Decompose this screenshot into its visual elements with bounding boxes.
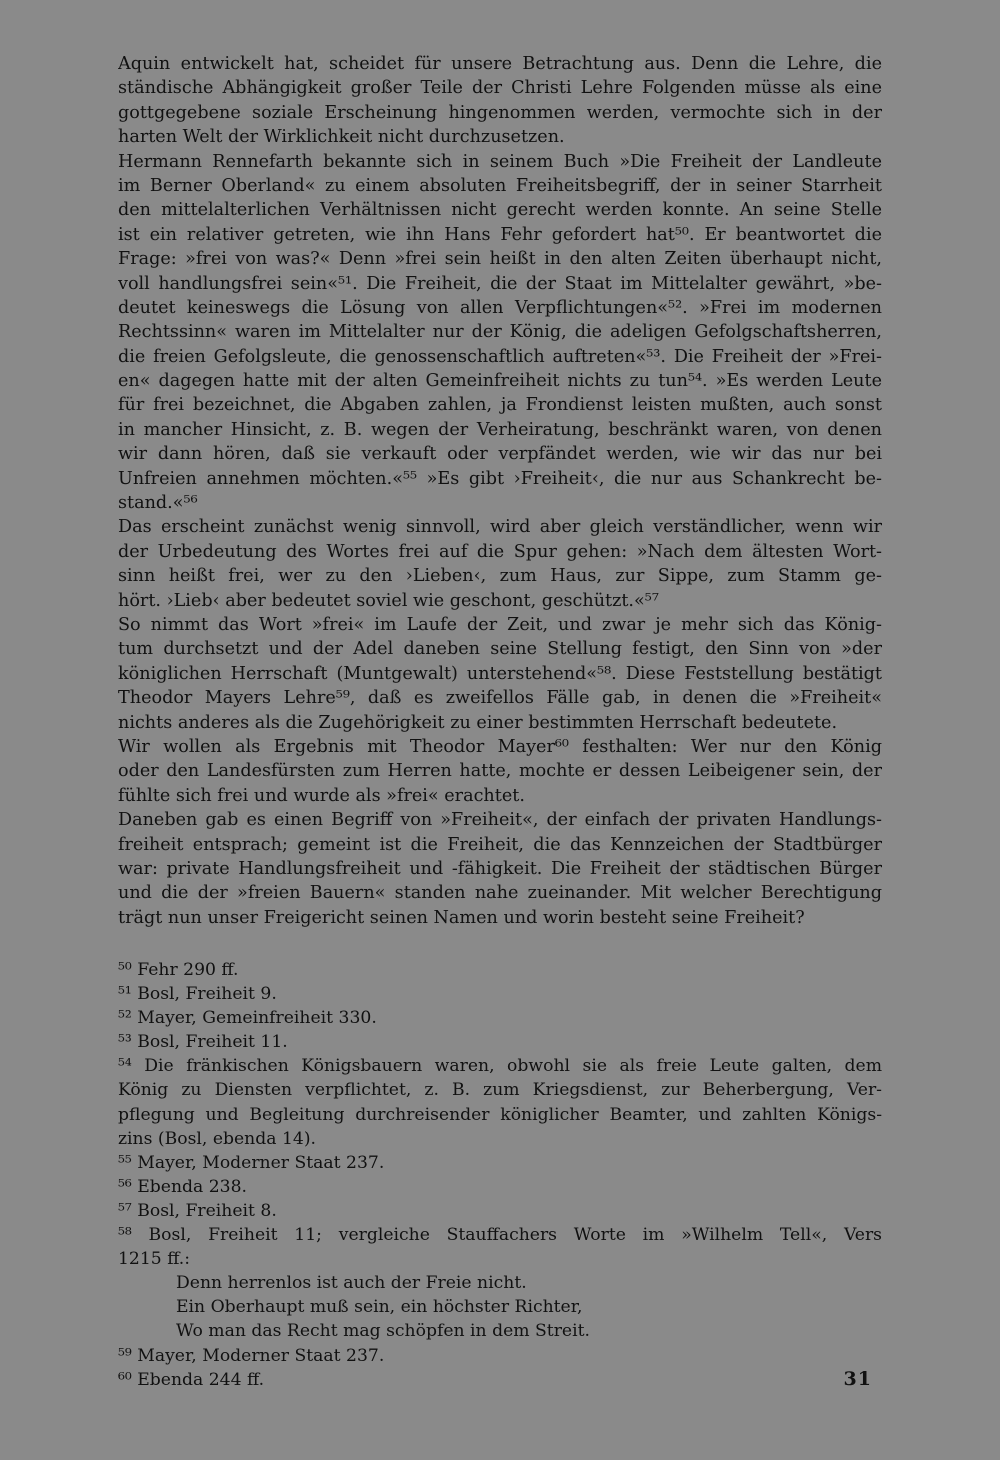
footnote-line: ⁶⁰ Ebenda 244 ff. <box>118 1369 265 1390</box>
footnote-line: ⁵⁸ Bosl, Freiheit 11; vergleiche Stauffachers Worte im »Wilhelm Tell«, Vers <box>118 1225 882 1246</box>
body-line: den mittelalterlichen Verhältnissen nicht gerecht werden konnte. An seine Stelle <box>118 200 882 221</box>
body-line: trägt nun unser Freigericht seinen Namen und worin besteht seine Freiheit? <box>118 907 805 928</box>
body-line: Daneben gab es einen Begriff von »Freiheit«, der einfach der privaten Handlungs- <box>118 810 882 831</box>
footnote-line: ⁵⁹ Mayer, Moderner Staat 237. <box>118 1345 385 1366</box>
body-line: Frage: »frei von was?« Denn »frei sein heißt in den alten Zeiten überhaupt nicht, <box>118 249 882 270</box>
body-line: Das erscheint zunächst wenig sinnvoll, wird aber gleich verständlicher, wenn wir <box>118 517 882 538</box>
body-line: Theodor Mayers Lehre⁵⁹, daß es zweifellos Fälle gab, in denen die »Freiheit« <box>118 688 882 709</box>
footnotes <box>118 958 882 1392</box>
body-line: gottgegebene soziale Erscheinung hingenommen werden, vermochte sich in der <box>118 102 882 123</box>
body-line: sinn heißt frei, wer zu den ›Lieben‹, zum Haus, zur Sippe, zum Stamm ge- <box>118 566 882 587</box>
footnote-line: ⁵⁶ Ebenda 238. <box>118 1176 248 1197</box>
body-line: freiheit entsprach; gemeint ist die Freiheit, die das Kennzeichen der Stadtbürger <box>118 834 882 855</box>
body-line: voll handlungsfrei sein«⁵¹. Die Freiheit, die der Staat im Mittelalter gewährt, »be- <box>118 273 882 294</box>
body-line: So nimmt das Wort »frei« im Laufe der Zeit, und zwar je mehr sich das König- <box>118 614 882 635</box>
footnote-line: König zu Diensten verpflichtet, z. B. zum Kriegsdienst, zur Beherbergung, Ver- <box>118 1080 882 1101</box>
footnote-line: ⁵¹ Bosl, Freiheit 9. <box>118 984 277 1005</box>
body-line: die freien Gefolgsleute, die genossenschaftlich auftreten«⁵³. Die Freiheit der »Frei- <box>118 346 882 367</box>
body-line: und die der »freien Bauern« standen nahe zueinander. Mit welcher Berechtigung <box>118 883 882 904</box>
body-text <box>118 52 882 930</box>
footnote-line: ⁵⁷ Bosl, Freiheit 8. <box>118 1200 277 1221</box>
footnote-line: ⁵⁰ Fehr 290 ff. <box>118 960 239 980</box>
body-line: in mancher Hinsicht, z. B. wegen der Verheiratung, beschränkt waren, von denen <box>118 419 882 440</box>
footnote-verse-line: Denn herrenlos ist auch der Freie nicht. <box>176 1273 527 1294</box>
body-line: stand.«⁵⁶ <box>118 493 198 514</box>
footnote-line: zins (Bosl, ebenda 14). <box>118 1128 317 1149</box>
body-line: im Berner Oberland« zu einem absoluten Freiheitsbegriff, der in seiner Starrheit <box>118 175 882 196</box>
body-line: der Urbedeutung des Wortes frei auf die Spur gehen: »Nach dem ältesten Wort- <box>118 541 882 562</box>
body-line: hört. ›Lieb‹ aber bedeutet soviel wie geschont, geschützt.«⁵⁷ <box>118 590 659 611</box>
body-line: wir dann hören, daß sie verkauft oder verpfändet werden, wie wir das nur bei <box>118 444 882 465</box>
page-number: 31 <box>843 1368 872 1390</box>
body-line: deutet keineswegs die Lösung von allen Verpflichtungen«⁵². »Frei im modernen <box>118 297 882 318</box>
footnote-line: ⁵⁵ Mayer, Moderner Staat 237. <box>118 1152 385 1173</box>
body-line: ist ein relativer getreten, wie ihn Hans Fehr gefordert hat⁵⁰. Er beantwortet die <box>118 224 882 245</box>
body-line: fühlte sich frei und wurde als »frei« erachtet. <box>118 785 525 806</box>
body-line: ständische Abhängigkeit großer Teile der Christi Lehre Folgenden müsse als eine <box>118 78 882 99</box>
body-line: nichts anderes als die Zugehörigkeit zu einer bestimmten Herrschaft bedeutete. <box>118 712 838 733</box>
body-line: oder den Landesfürsten zum Herren hatte, mochte er dessen Leibeigener sein, der <box>118 761 882 782</box>
body-line: harten Welt der Wirklichkeit nicht durchzusetzen. <box>118 127 565 148</box>
body-line: Rechtssinn« waren im Mittelalter nur der König, die adeligen Gefolgschaftsherren, <box>118 322 882 343</box>
body-line: königlichen Herrschaft (Muntgewalt) unterstehend«⁵⁸. Diese Feststellung bestätigt <box>118 663 882 684</box>
footnote-line: ⁵³ Bosl, Freiheit 11. <box>118 1032 288 1053</box>
body-line: Wir wollen als Ergebnis mit Theodor Mayer⁶⁰ festhalten: Wer nur den König <box>118 736 882 757</box>
body-line: tum durchsetzt und der Adel daneben seine Stellung festigt, den Sinn von »der <box>118 639 882 660</box>
body-line: Hermann Rennefarth bekannte sich in seinem Buch »Die Freiheit der Landleute <box>118 151 882 172</box>
footnote-line: 1215 ff.: <box>118 1249 191 1270</box>
footnote-line: pflegung und Begleitung durchreisender königlicher Beamter, und zahlten Königs- <box>118 1104 882 1125</box>
body-line: war: private Handlungsfreiheit und -fähigkeit. Die Freiheit der städtischen Bürger <box>118 858 882 879</box>
body-line: en« dagegen hatte mit der alten Gemeinfreiheit nichts zu tun⁵⁴. »Es werden Leute <box>118 371 882 392</box>
body-line: für frei bezeichnet, die Abgaben zahlen, ja Frondienst leisten mußten, auch sonst <box>118 395 882 416</box>
body-line: Unfreien annehmen möchten.«⁵⁵ »Es gibt ›Freiheit‹, die nur aus Schankrecht be- <box>118 468 882 489</box>
body-line: Aquin entwickelt hat, scheidet für unsere Betrachtung aus. Denn die Lehre, die <box>118 54 882 74</box>
footnote-verse-line: Ein Oberhaupt muß sein, ein höchster Richter, <box>176 1297 583 1318</box>
footnote-verse-line: Wo man das Recht mag schöpfen in dem Streit. <box>176 1321 590 1342</box>
footnote-line: ⁵² Mayer, Gemeinfreiheit 330. <box>118 1008 377 1029</box>
footnote-line: ⁵⁴ Die fränkischen Königsbauern waren, obwohl sie als freie Leute galten, dem <box>118 1056 882 1077</box>
